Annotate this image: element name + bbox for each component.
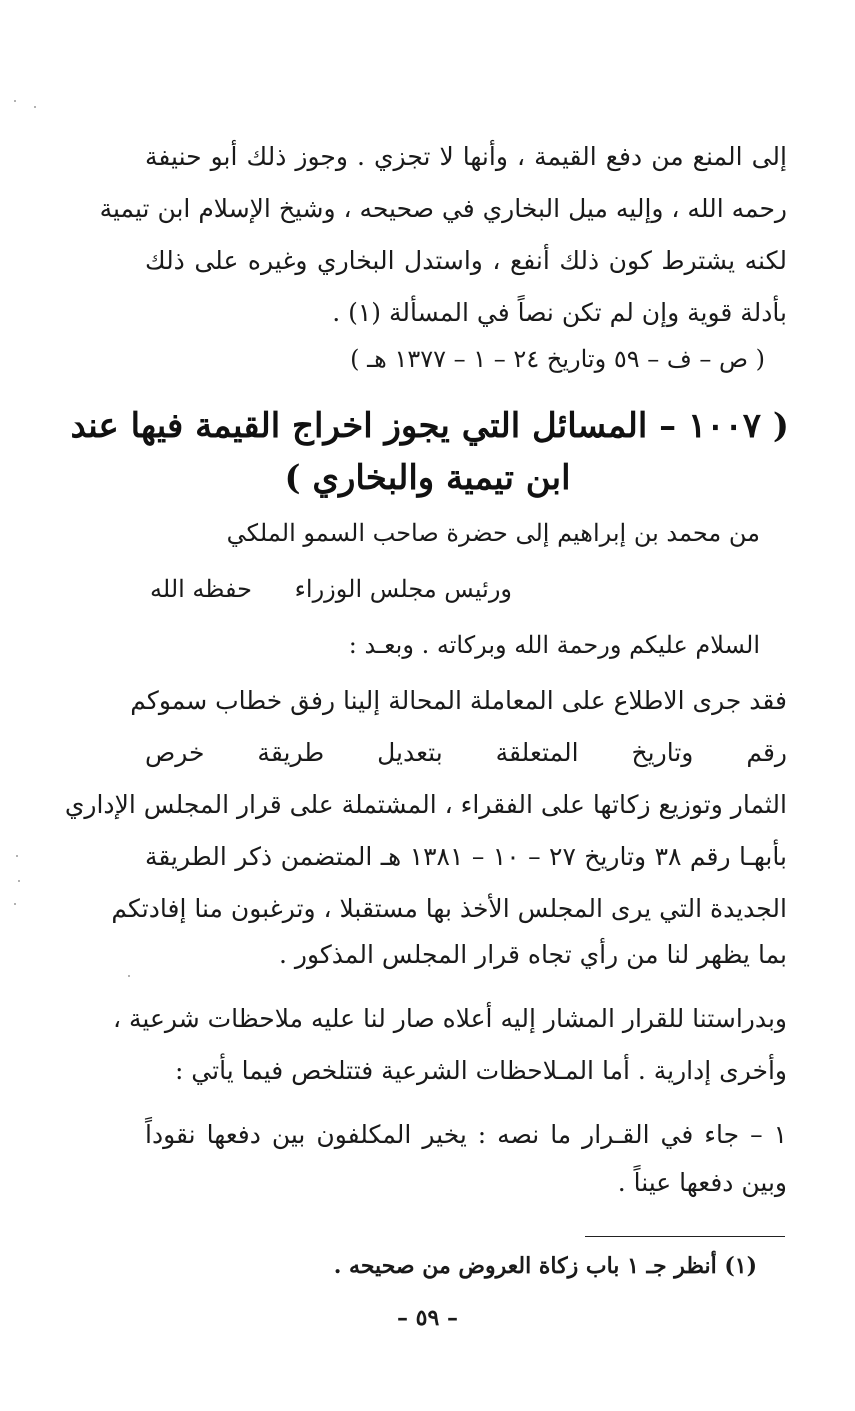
page-number: – ٥٩ –: [397, 1305, 458, 1331]
text-line: رحمه الله ، وإليه ميل البخاري في صحيحه ، وشيخ الإسلام ابن تيمية: [99, 194, 787, 223]
scan-speck: [128, 975, 130, 977]
numbered-item-line: وبين دفعها عيناً .: [617, 1168, 787, 1197]
text-line: وبدراستنا للقرار المشار إليه أعلاه صار لنا عليه ملاحظات شرعية ،: [113, 1004, 787, 1033]
section-heading-continued: ابن تيمية والبخاري ): [284, 458, 571, 498]
text-line: بأدلة قوية وإن لم تكن نصاً في المسألة (١) .: [332, 298, 787, 327]
blessing: حفظه الله: [150, 575, 252, 603]
scan-speck: [14, 100, 16, 102]
greeting: السلام عليكم ورحمة الله وبركاته . وبعـد :: [348, 631, 760, 659]
numbered-item-line: ١ – جاء في القـرار ما نصه : يخير المكلفون بين دفعها نقوداً: [145, 1120, 787, 1149]
text-line: فقد جرى الاطلاع على المعاملة المحالة إلينا رفق خطاب سموكم: [130, 686, 787, 715]
scan-speck: [34, 106, 36, 108]
text-line: بأبهـا رقم ٣٨ وتاريخ ٢٧ – ١٠ – ١٣٨١ هـ المتضمن ذكر الطريقة: [145, 842, 787, 871]
sender-line: من محمد بن إبراهيم إلى حضرة صاحب السمو الملكي: [226, 519, 760, 547]
scan-speck: [16, 855, 18, 857]
footnote: (١) أنظر جـ ١ باب زكاة العروض من صحيحه .: [333, 1253, 757, 1279]
text-line: وأخرى إدارية . أما المـلاحظات الشرعية فتتلخص فيما يأتي :: [174, 1056, 787, 1085]
text-line: رقم وتاريخ المتعلقة بتعديل طريقة خرص: [145, 738, 787, 767]
footnote-separator: [585, 1236, 785, 1237]
recipient-title: ورئيس مجلس الوزراء: [294, 575, 512, 603]
text-line: إلى المنع من دفع القيمة ، وأنها لا تجزي . وجوز ذلك أبو حنيفة: [145, 142, 787, 171]
scan-speck: [18, 880, 20, 882]
text-line: الثمار وتوزيع زكاتها على الفقراء ، المشتملة على قرار المجلس الإداري: [64, 790, 787, 819]
text-line: الجديدة التي يرى المجلس الأخذ بها مستقبلا ، وترغبون منا إفادتكم: [111, 894, 787, 923]
citation: ( ص – ف – ٥٩ وتاريخ ٢٤ – ١ – ١٣٧٧ هـ ): [350, 345, 765, 373]
text-line: بما يظهر لنا من رأي تجاه قرار المجلس المذكور .: [279, 940, 787, 969]
text-line: لكنه يشترط كون ذلك أنفع ، واستدل البخاري وغيره على ذلك: [145, 246, 787, 275]
section-heading: ( ١٠٠٧ – المسائل التي يجوز اخراج القيمة فيها عند: [70, 406, 789, 446]
scan-speck: [14, 903, 16, 905]
